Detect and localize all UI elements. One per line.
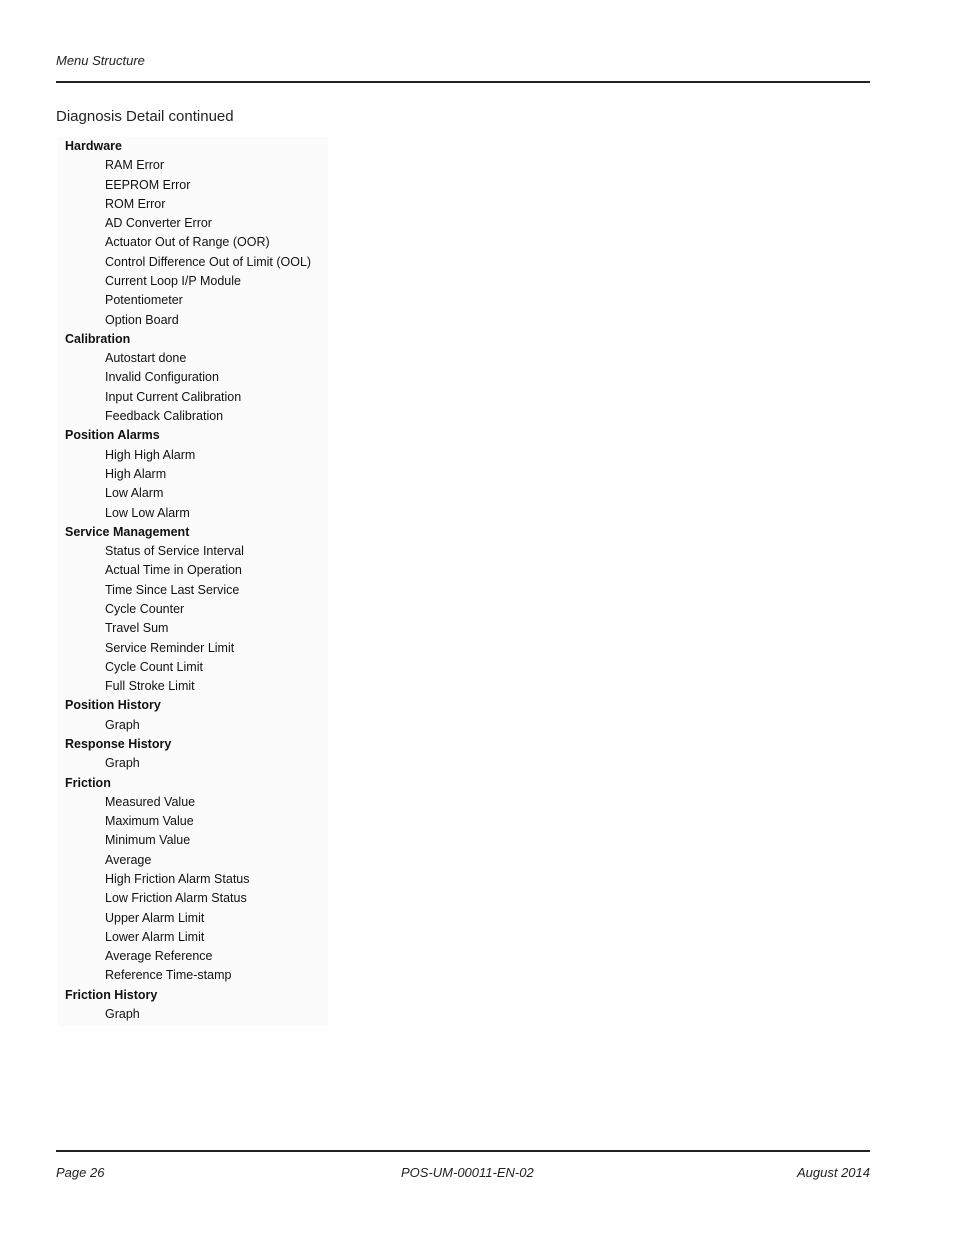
- menu-item: EEPROM Error: [105, 177, 191, 192]
- menu-item: Time Since Last Service: [105, 582, 240, 597]
- menu-group: Response History: [65, 736, 172, 751]
- menu-item: RAM Error: [105, 158, 165, 173]
- menu-item: Option Board: [105, 312, 179, 327]
- menu-item: Low Alarm: [105, 486, 164, 501]
- menu-item: ROM Error: [105, 196, 166, 211]
- menu-item: Graph: [105, 717, 140, 732]
- menu-item: Invalid Configuration: [105, 370, 219, 385]
- menu-group: Position Alarms: [65, 428, 160, 443]
- menu-item: Average Reference: [105, 949, 213, 964]
- menu-item: Cycle Count Limit: [105, 659, 203, 674]
- menu-item: Average: [105, 852, 152, 867]
- menu-item: Actual Time in Operation: [105, 563, 242, 578]
- menu-item: Upper Alarm Limit: [105, 910, 205, 925]
- page-number: Page 26: [56, 1165, 105, 1180]
- menu-group: Service Management: [65, 524, 190, 539]
- menu-item: Input Current Calibration: [105, 389, 242, 404]
- header-rule: [56, 81, 870, 83]
- document-date: August 2014: [796, 1165, 870, 1180]
- menu-item: Graph: [105, 756, 140, 771]
- document-id: POS-UM-00011-EN-02: [401, 1165, 534, 1180]
- menu-item: Low Low Alarm: [105, 505, 190, 520]
- menu-item: Service Reminder Limit: [105, 640, 235, 655]
- footer-rule: [56, 1150, 870, 1152]
- menu-item: Current Loop I/P Module: [105, 274, 241, 289]
- menu-item: Travel Sum: [105, 621, 169, 636]
- menu-item: High Alarm: [105, 466, 167, 481]
- menu-item: Minimum Value: [105, 833, 191, 848]
- menu-item: Graph: [105, 1007, 140, 1022]
- menu-item: Low Friction Alarm Status: [105, 891, 247, 906]
- menu-item: Status of Service Interval: [105, 544, 244, 559]
- menu-item: Full Stroke Limit: [105, 679, 195, 694]
- menu-group: Position History: [65, 698, 161, 713]
- menu-item: Control Difference Out of Limit (OOL): [105, 254, 312, 269]
- menu-item: AD Converter Error: [105, 216, 212, 231]
- menu-group: Calibration: [65, 331, 131, 346]
- section-heading: Diagnosis Detail continued: [56, 108, 234, 125]
- menu-item: Measured Value: [105, 794, 196, 809]
- menu-item: Potentiometer: [105, 293, 183, 308]
- menu-item: Lower Alarm Limit: [105, 929, 205, 944]
- menu-item: Feedback Calibration: [105, 409, 224, 424]
- menu-group: Hardware: [65, 139, 122, 153]
- menu-item: High Friction Alarm Status: [105, 872, 250, 887]
- menu-item: Maximum Value: [105, 814, 194, 829]
- menu-item: Reference Time-stamp: [105, 968, 232, 983]
- menu-structure-box: [58, 137, 328, 1026]
- running-header: Menu Structure: [56, 53, 145, 68]
- menu-item: Autostart done: [105, 351, 187, 366]
- menu-item: High High Alarm: [105, 447, 196, 462]
- menu-item: Cycle Counter: [105, 601, 185, 616]
- menu-group: Friction: [65, 775, 111, 790]
- menu-group: Friction History: [65, 987, 158, 1002]
- menu-item: Actuator Out of Range (OOR): [105, 235, 270, 250]
